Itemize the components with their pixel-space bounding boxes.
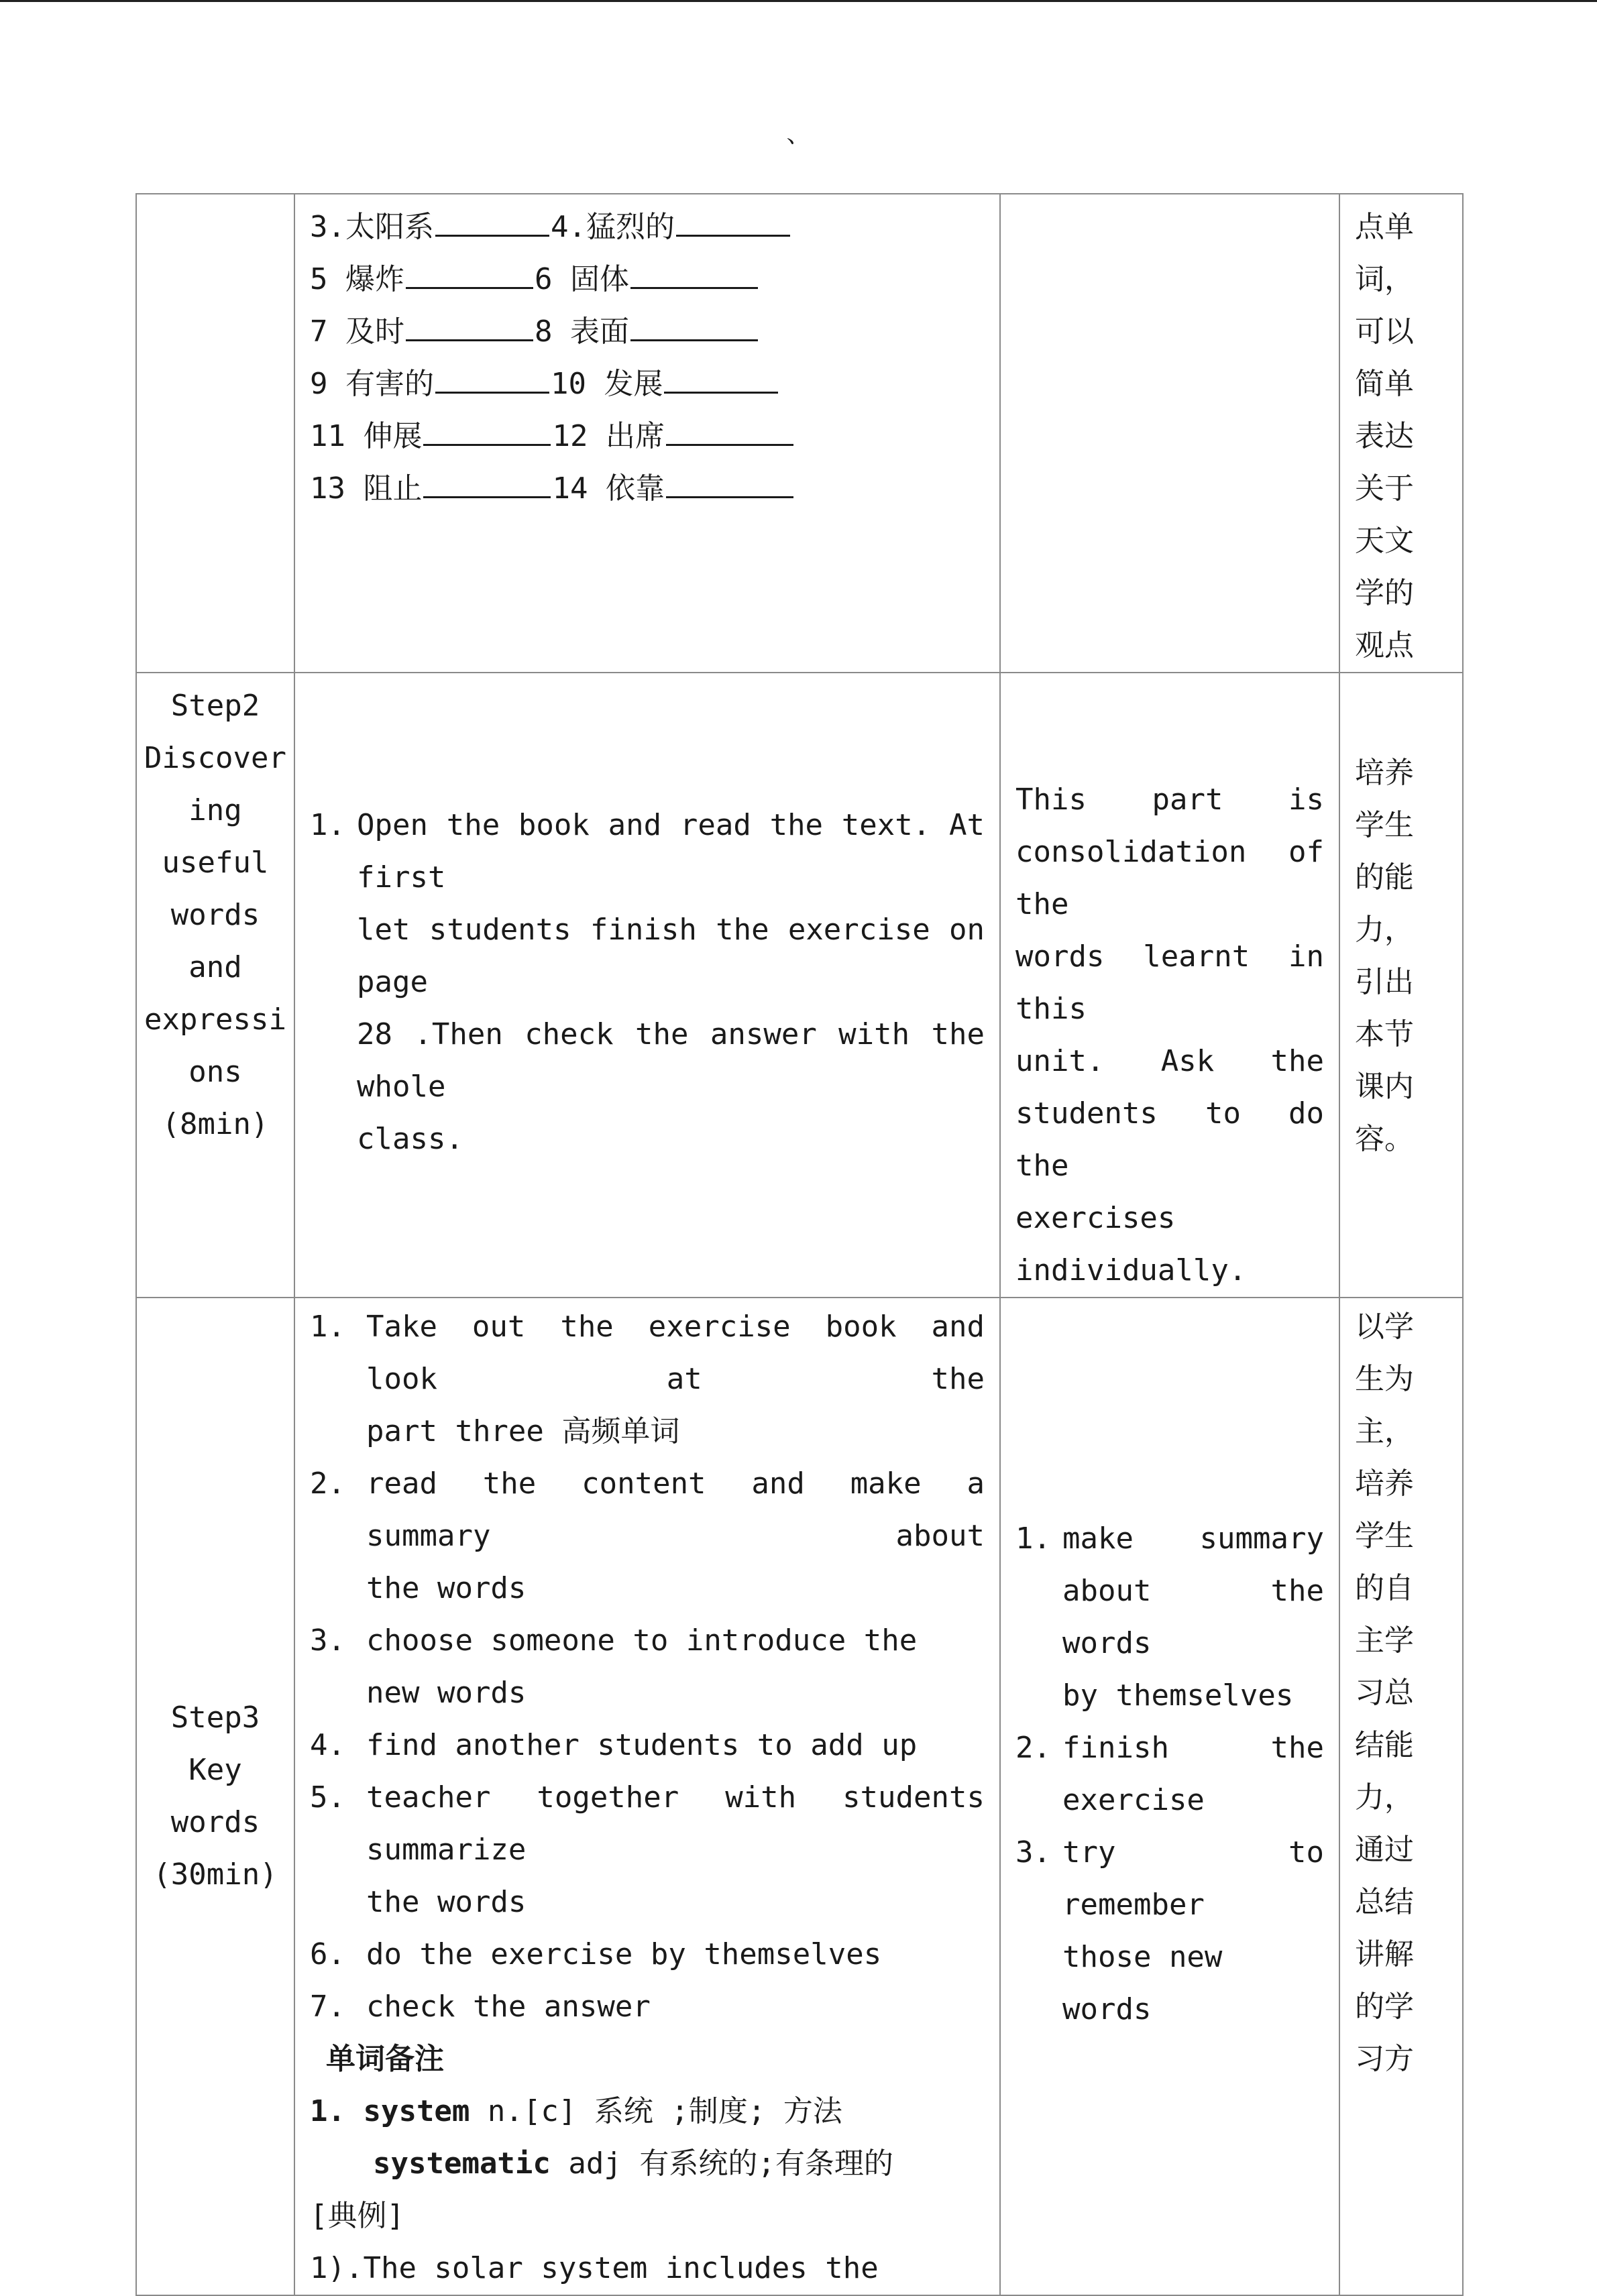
answer-blank[interactable] <box>423 410 551 446</box>
list-item <box>310 1981 985 2033</box>
list-item <box>310 799 985 1165</box>
vocab-line <box>310 410 985 463</box>
purpose-line: 本节 <box>1355 1017 1414 1051</box>
item-number: 1. <box>1015 1522 1051 1556</box>
item-line: those new words <box>1062 1940 1223 2026</box>
step-line: (8min) <box>162 1107 269 1141</box>
purpose-line: 观点 <box>1355 628 1414 663</box>
vocab-line <box>310 358 985 410</box>
item-line: check the answer <box>366 1990 651 2024</box>
vocab-label: 9 有害的 <box>310 367 434 401</box>
note-definition: n.[c] 系统 ;制度; 方法 <box>470 2094 842 2128</box>
item-line: finish the <box>1062 1731 1324 1765</box>
list-item <box>1015 1722 1324 1827</box>
vocab-label: 10 发展 <box>550 367 663 401</box>
answer-blank[interactable] <box>435 358 549 394</box>
purpose-line: 学生 <box>1355 808 1414 842</box>
purpose-line: 词， <box>1355 262 1414 296</box>
item-line: the words <box>366 1885 527 1919</box>
purpose-line: 习总 <box>1355 1676 1414 1710</box>
vocab-list <box>294 194 1000 673</box>
purpose-line: 学的 <box>1355 576 1414 610</box>
step-line: words <box>170 898 260 932</box>
answer-blank[interactable] <box>423 463 551 498</box>
vocab-label: 8 表面 <box>534 314 629 349</box>
item-line: by themselves <box>1062 1678 1294 1713</box>
purpose-line: 培养 <box>1355 1467 1414 1501</box>
purpose-line: 的能 <box>1355 860 1414 895</box>
activity-line: individually. <box>1015 1253 1247 1287</box>
purpose-line: 结能 <box>1355 1728 1414 1762</box>
purpose-line: 点单 <box>1355 210 1414 244</box>
activity-cell <box>1000 673 1339 1298</box>
purpose-line: 关于 <box>1355 471 1414 506</box>
purpose-line: 习方 <box>1355 2042 1414 2076</box>
list-item <box>310 1719 985 1772</box>
activity-line: consolidation of the <box>1015 835 1324 921</box>
note-word: 1. system <box>310 2094 470 2128</box>
step-cell <box>136 194 294 673</box>
step-line: Discover <box>144 741 286 775</box>
vocab-label: 13 阻止 <box>310 471 423 506</box>
item-line: choose someone to introduce the new words <box>366 1623 918 1710</box>
item-number: 1. <box>310 808 345 842</box>
note-line <box>310 2085 985 2138</box>
table-row <box>136 194 1463 673</box>
note-definition: adj 有系统的;有条理的 <box>550 2146 893 2181</box>
activity-line: This part is <box>1015 783 1324 817</box>
content-list <box>310 1301 985 2033</box>
purpose-line: 讲解 <box>1355 1937 1414 1971</box>
purpose-line: 引出 <box>1355 965 1414 999</box>
list-item <box>310 1929 985 1981</box>
content-cell <box>294 1298 1000 2295</box>
step-line: ing <box>188 793 242 827</box>
answer-blank[interactable] <box>406 253 533 289</box>
purpose-line: 天文 <box>1355 524 1414 558</box>
answer-blank[interactable] <box>630 253 758 289</box>
content-list <box>310 799 985 1165</box>
purpose-line: 学生 <box>1355 1519 1414 1553</box>
item-number: 1. <box>310 1310 345 1344</box>
item-number: 7. <box>310 1990 345 2024</box>
vocab-label: 11 伸展 <box>310 419 423 453</box>
list-item <box>1015 1827 1324 2036</box>
purpose-line: 简单 <box>1355 367 1414 401</box>
purpose-line: 主， <box>1355 1414 1414 1448</box>
item-line: about the words <box>1062 1574 1324 1660</box>
purpose-cell <box>1339 1298 1463 2295</box>
vocab-line <box>310 253 985 306</box>
item-line: find another students to add up <box>366 1728 918 1762</box>
purpose-line: 力， <box>1355 913 1414 947</box>
answer-blank[interactable] <box>664 358 778 394</box>
item-line: the words <box>366 1571 527 1605</box>
purpose-line: 的自 <box>1355 1571 1414 1605</box>
vocab-label: 7 及时 <box>310 314 404 349</box>
vocab-label: 6 固体 <box>534 262 629 296</box>
item-line: exercise <box>1062 1783 1205 1817</box>
step-line: Key <box>188 1753 242 1787</box>
purpose-line: 生为 <box>1355 1362 1414 1396</box>
table-row <box>136 673 1463 1298</box>
answer-blank[interactable] <box>676 201 790 237</box>
item-number: 5. <box>310 1780 345 1815</box>
step-line: useful <box>162 846 269 880</box>
activity-cell <box>1000 194 1339 673</box>
purpose-line: 的学 <box>1355 1990 1414 2024</box>
page-top-border <box>0 0 1597 2</box>
vocab-label: 5 爆炸 <box>310 262 404 296</box>
answer-blank[interactable] <box>630 306 758 341</box>
item-line: part three 高频单词 <box>366 1414 680 1448</box>
vocab-line <box>310 463 985 515</box>
notes-title: 单词备注 <box>326 2042 444 2076</box>
vocab-label: 14 依靠 <box>552 471 665 506</box>
item-number: 2. <box>310 1467 345 1501</box>
step-line: (30min) <box>153 1857 278 1892</box>
vocab-line <box>310 306 985 358</box>
activity-line: students to do the <box>1015 1096 1324 1183</box>
step-line: Step3 <box>170 1701 260 1735</box>
step-cell <box>136 1298 294 2295</box>
table-row <box>136 1298 1463 2295</box>
item-line: make summary <box>1062 1522 1324 1556</box>
step-line: and <box>188 950 242 984</box>
purpose-line: 课内 <box>1355 1070 1414 1104</box>
item-line: let students finish the exercise on page <box>357 913 985 999</box>
purpose-cell <box>1339 194 1463 673</box>
vocab-label: 3.太阳系 <box>310 210 434 244</box>
note-line <box>310 2138 985 2190</box>
note-word: systematic <box>373 2146 551 2181</box>
answer-blank[interactable] <box>666 410 793 446</box>
vocab-label: 12 出席 <box>552 419 665 453</box>
purpose-line: 容。 <box>1355 1122 1414 1156</box>
step-line: expressi <box>144 1002 286 1037</box>
item-line: 28 .Then check the answer with the whole <box>357 1017 985 1104</box>
activity-list <box>1015 1513 1324 2036</box>
answer-blank[interactable] <box>666 463 793 498</box>
purpose-cell <box>1339 673 1463 1298</box>
vocab-line <box>310 201 985 253</box>
purpose-line: 培养 <box>1355 756 1414 790</box>
step-line: Step2 <box>170 689 260 723</box>
item-line: Open the book and read the text. At first <box>357 808 985 895</box>
item-number: 6. <box>310 1937 345 1971</box>
list-item <box>310 1458 985 1615</box>
header-mark: 、 <box>786 121 811 148</box>
list-item <box>310 1772 985 1929</box>
activity-cell <box>1000 1298 1339 2295</box>
purpose-line: 以学 <box>1355 1310 1414 1344</box>
purpose-line: 通过 <box>1355 1833 1414 1867</box>
step-line: words <box>170 1805 260 1839</box>
purpose-line: 力， <box>1355 1780 1414 1815</box>
content-cell <box>294 673 1000 1298</box>
answer-blank[interactable] <box>435 201 549 237</box>
list-item <box>310 1301 985 1458</box>
item-line: try to remember <box>1062 1835 1324 1922</box>
item-line: read the content and make a summary about <box>366 1467 985 1553</box>
item-line: class. <box>357 1122 463 1156</box>
purpose-line: 可以 <box>1355 314 1414 349</box>
vocab-label: 4.猛烈的 <box>550 210 675 244</box>
item-number: 3. <box>1015 1835 1051 1870</box>
purpose-line: 表达 <box>1355 419 1414 453</box>
activity-line: words learnt in this <box>1015 939 1324 1026</box>
item-line: teacher together with students summarize <box>366 1780 985 1867</box>
step-cell <box>136 673 294 1298</box>
activity-line: unit. Ask the <box>1015 1044 1324 1078</box>
example-label: [典例] <box>310 2199 404 2233</box>
list-item <box>1015 1513 1324 1722</box>
list-item <box>310 1615 985 1719</box>
lesson-plan-table <box>135 193 1464 2296</box>
item-number: 4. <box>310 1728 345 1762</box>
item-line: do the exercise by themselves <box>366 1937 882 1971</box>
step-line: ons <box>188 1055 242 1089</box>
item-number: 2. <box>1015 1731 1051 1765</box>
purpose-line: 主学 <box>1355 1623 1414 1658</box>
item-number: 3. <box>310 1623 345 1658</box>
activity-line: exercises <box>1015 1201 1176 1235</box>
answer-blank[interactable] <box>406 306 533 341</box>
item-line: Take out the exercise book and look at the <box>366 1310 985 1396</box>
purpose-line: 总结 <box>1355 1885 1414 1919</box>
example-line: 1).The solar system includes the <box>310 2251 879 2285</box>
